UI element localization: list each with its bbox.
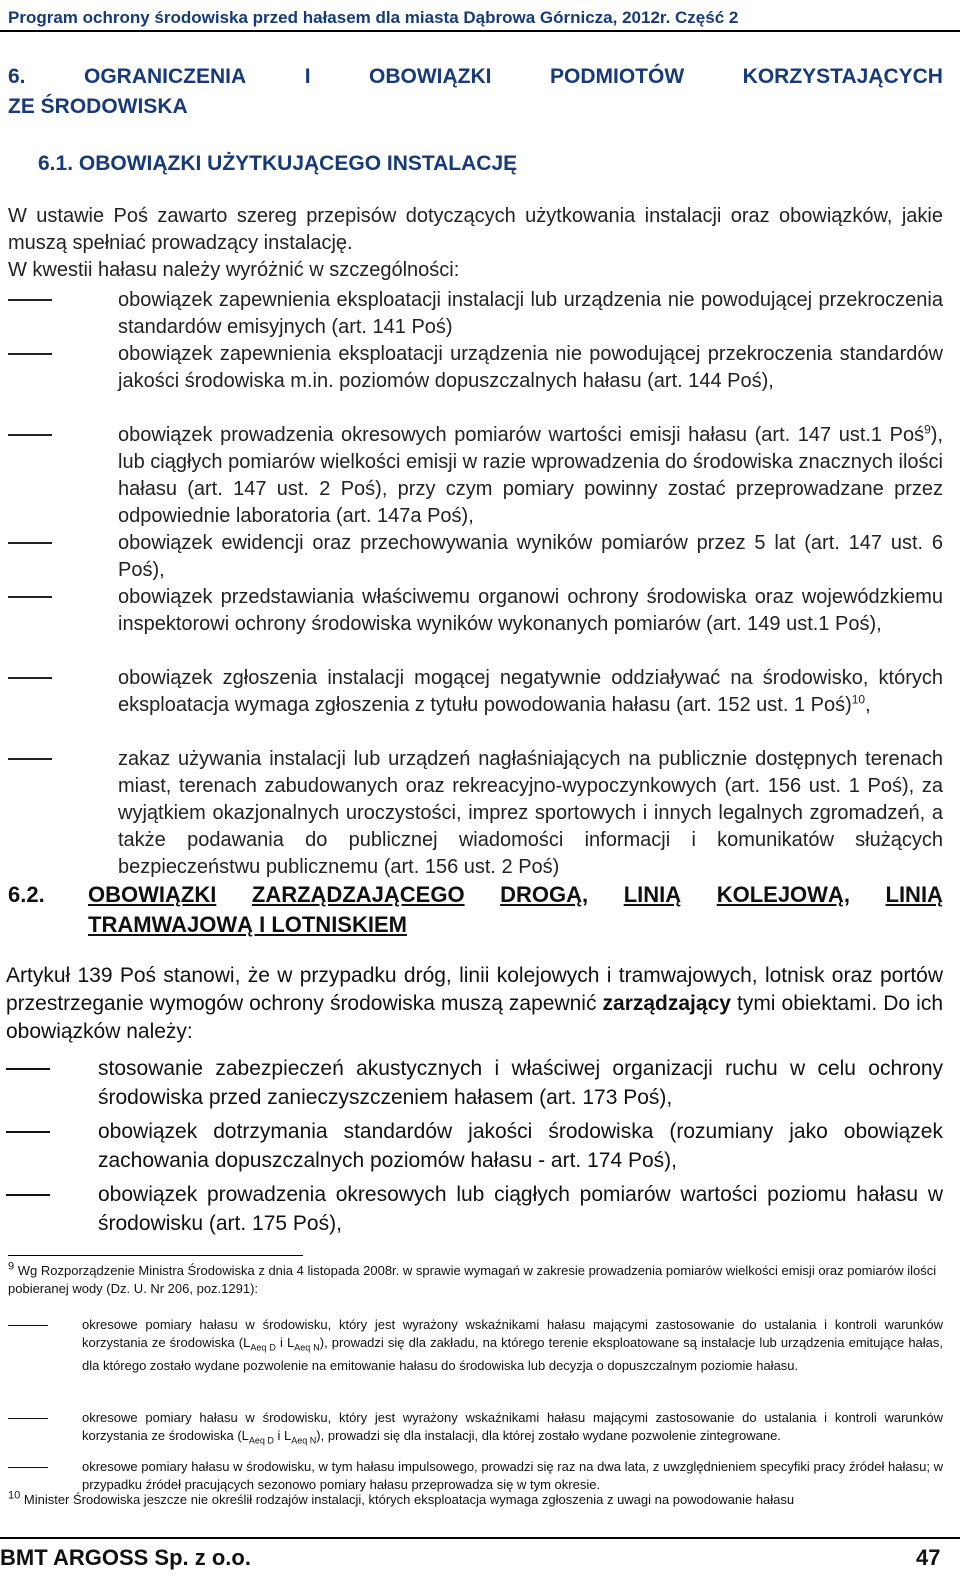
list-item (6, 1117, 943, 1175)
dash-bullet (6, 1194, 50, 1196)
footnote-list-item (8, 1409, 943, 1450)
subscript: Aeq D (248, 1435, 274, 1446)
text-part: i L (273, 1428, 292, 1443)
text-part: i L (275, 1335, 295, 1350)
section-6-2-word: ZARZĄDZAJĄCEGO (251, 882, 465, 907)
section-6-heading-line2: ZE ŚRODOWISKA (8, 95, 188, 118)
dash-bullet (8, 299, 52, 301)
footnote-list-item (8, 1316, 943, 1375)
list-item (6, 1054, 943, 1112)
dash-bullet (8, 1418, 48, 1419)
dash-bullet (8, 353, 52, 355)
page-number: 47 (916, 1545, 941, 1570)
footnote-ref: 9 (924, 422, 931, 437)
footnote-number: 9 (8, 1260, 15, 1273)
section-6-2-word: DROGĄ, (500, 882, 589, 907)
list-item-text (118, 422, 943, 530)
list-item-text-part: obowiązek zgłoszenia instalacji mogącej negatywnie oddziaływać na środowisko, których eksploatacja wymaga zgłoszenia z tytułu powodowania hałasu (art. 152 ust. 1 Poś) (118, 667, 943, 716)
list-item-text: zakaz używania instalacji lub urządzeń nagłaśniających na publicznie dostępnych terenach miast, terenach zabudowanych oraz rekreacyjno-wypoczynkowych (art. 156 ust. 1 Poś), za wyjątkiem okazjonalnych uroczystości, imprez sportowych i innych legalnych zgromadzeń, a także podawania do publicznej wiadomości informacji i komunikatów służących bezpieczeństwu publicznemu (art. 156 ust. 2 Poś) (118, 748, 943, 878)
subscript: Aeq N (291, 1435, 317, 1446)
dash-bullet (8, 1467, 48, 1468)
section-6-2-word: LINIĄ (623, 882, 682, 907)
list-item-text: obowiązek ewidencji oraz przechowywania wyników pomiarów przez 5 lat (art. 147 ust. 6 Poś), (118, 532, 943, 581)
footnote-text: Wg Rozporządzenie Ministra Środowiska z dnia 4 listopada 2008r. w sprawie wymagań w zakresie prowadzenia pomiarów wielkości emisji oraz pomiarów ilości pobieranej wody (Dz. U. Nr 206, poz.1291): (8, 1263, 937, 1296)
section-6-2-word: KOLEJOWĄ, (716, 882, 850, 907)
section-6-word: 6. (8, 65, 26, 88)
dash-bullet (8, 758, 52, 760)
footnote-rule (8, 1255, 303, 1256)
section-6-2-heading-line2: TRAMWAJOWĄ I LOTNISKIEM (88, 912, 407, 937)
list-item (8, 422, 943, 530)
dash-bullet (6, 1131, 50, 1133)
section-6-word: PODMIOTÓW (550, 65, 685, 88)
list-item-text-part: ), lub ciągłych pomiarów wielkości emisji w razie wprowadzenia do środowiska znacznych ilości hałasu (art. 147 ust. 2 Poś), przy czym pomiary powinny zostać przeprowadzane przez odpowiednie laboratoria (art. 147a Poś), (118, 424, 943, 527)
bold-term: zarządzający (602, 992, 731, 1015)
list-item-text: stosowanie zabezpieczeń akustycznych i właściwej organizacji ruchu w celu ochrony środowiska przed zanieczyszczeniem hałasem (art. 173 Poś), (98, 1057, 943, 1109)
intro-paragraph: W ustawie Poś zawarto szereg przepisów dotyczących użytkowania instalacji oraz obowiązków, jakie muszą spełniać prowadzący instalację. (8, 205, 943, 254)
dash-bullet (8, 434, 52, 436)
footnote-ref: 10 (851, 692, 866, 707)
dash-bullet (8, 596, 52, 598)
list-item-text (118, 665, 943, 719)
section-6-word: I (304, 65, 311, 88)
footnote-10 (8, 1491, 943, 1509)
list-item-text: obowiązek przedstawiania właściwemu organowi ochrony środowiska oraz wojewódzkiemu inspektorowi ochrony środowiska wyników wykonanych pomiarów (art. 149 ust.1 Poś), (118, 586, 943, 635)
footer-company: BMT ARGOSS Sp. z o.o. (0, 1545, 251, 1570)
list-item-text: obowiązek zapewnienia eksploatacji urządzenia nie powodującej przekroczenia standardów jakości środowiska m.in. poziomów dopuszczalnych hałasu (art. 144 Poś), (118, 343, 943, 392)
list-item (8, 530, 943, 584)
list-item-text-part: obowiązek prowadzenia okresowych pomiarów wartości emisji hałasu (art. 147 ust.1 Poś (118, 424, 925, 446)
list-item (6, 1180, 943, 1238)
intro-paragraph-2: W kwestii hałasu należy wyróżnić w szczególności: (8, 259, 460, 281)
section-6-word: OBOWIĄZKI (369, 65, 492, 88)
footnote-text: Minister Środowiska jeszcze nie określił rodzajów instalacji, których eksploatacja wymaga zgłoszenia z uwagi na powodowanie hałasu (23, 1492, 795, 1507)
footnote-9 (8, 1262, 943, 1298)
section-6-1-heading: 6.1. OBOWIĄZKI UŻYTKUJĄCEGO INSTALACJĘ (38, 152, 518, 175)
dash-bullet (8, 542, 52, 544)
footnote-list-item (8, 1458, 943, 1494)
section-6-2-word: LINIĄ (885, 882, 943, 907)
section-6-2-number: 6.2. (8, 882, 45, 907)
document-header: Program ochrony środowiska przed hałasem dla miasta Dąbrowa Górnicza, 2012r. Część 2 (8, 8, 739, 27)
header-rule (0, 30, 960, 32)
footnote-item-text (82, 1316, 943, 1375)
subscript: Aeq D (250, 1342, 276, 1353)
list-item-text: obowiązek prowadzenia okresowych lub ciągłych pomiarów wartości poziomu hałasu w środowisku (art. 175 Poś), (98, 1183, 943, 1235)
text-part: ), prowadzi się dla zakładu, na którego terenie eksploatowane są instalacje lub urządzenia emitujące hałas, dla którego zostało wydane pozwolenie na emitowanie hałasu do środowiska lub decyzja o dopuszczalnym poziomie hałasu. (82, 1335, 944, 1373)
dash-bullet (8, 677, 52, 679)
list-item-text: obowiązek dotrzymania standardów jakości środowiska (rozumiany jako obowiązek zachowania dopuszczalnych poziomów hałasu - art. 174 Poś), (98, 1120, 943, 1172)
section-6-word: OGRANICZENIA (84, 65, 247, 88)
list-item (8, 665, 943, 719)
list-item (8, 746, 943, 881)
text-part: okresowe pomiary hałasu w środowisku, który jest wyrażony wskaźnikami hałasu mającymi zastosowanie do ustalania i kontroli warunków korzystania ze środowiska (L (82, 1410, 943, 1443)
section-6-heading (8, 62, 943, 122)
paragraph-text: tymi obiektami. Do ich obowiązków należy: (6, 992, 943, 1043)
list-item (8, 584, 943, 638)
text-part: okresowe pomiary hałasu w środowisku, który jest wyrażony wskaźnikami hałasu mającymi zastosowanie do ustalania i kontroli warunków korzystania ze środowiska (L (82, 1317, 943, 1350)
section-6-word: KORZYSTAJĄCYCH (742, 65, 943, 88)
dash-bullet (6, 1068, 50, 1070)
list-item-text: obowiązek zapewnienia eksploatacji instalacji lub urządzenia nie powodującej przekroczenia standardów emisyjnych (art. 141 Poś) (118, 289, 943, 338)
footer-rule (0, 1537, 960, 1539)
article-139-paragraph (6, 962, 943, 1046)
footnote-number: 10 (8, 1489, 21, 1502)
subscript: Aeq N (294, 1342, 320, 1353)
paragraph-text: Artykuł 139 Poś stanowi, że w przypadku dróg, linii kolejowych i tramwajowych, lotnisk oraz portów przestrzeganie wymogów ochrony środowiska muszą zapewnić (6, 964, 943, 1015)
dash-bullet (8, 1325, 48, 1326)
list-item (8, 287, 943, 341)
list-item-text-part: , (865, 694, 871, 716)
footnote-item-text: okresowe pomiary hałasu w środowisku, w tym hałasu impulsowego, prowadzi się raz na dwa lata, z uwzględnieniem specyfiki pracy źródeł hałasu; w przypadku źródeł pracujących sezonowo pomiary hałasu przeprowadza się w tym okresie. (82, 1459, 943, 1492)
footnote-item-text (82, 1409, 943, 1450)
section-6-2-word: OBOWIĄZKI (88, 882, 217, 907)
section-6-2-heading (8, 880, 943, 940)
text-part: ), prowadzi się dla instalacji, dla której zostało wydane pozwolenie zintegrowane. (316, 1428, 781, 1443)
list-item (8, 341, 943, 395)
